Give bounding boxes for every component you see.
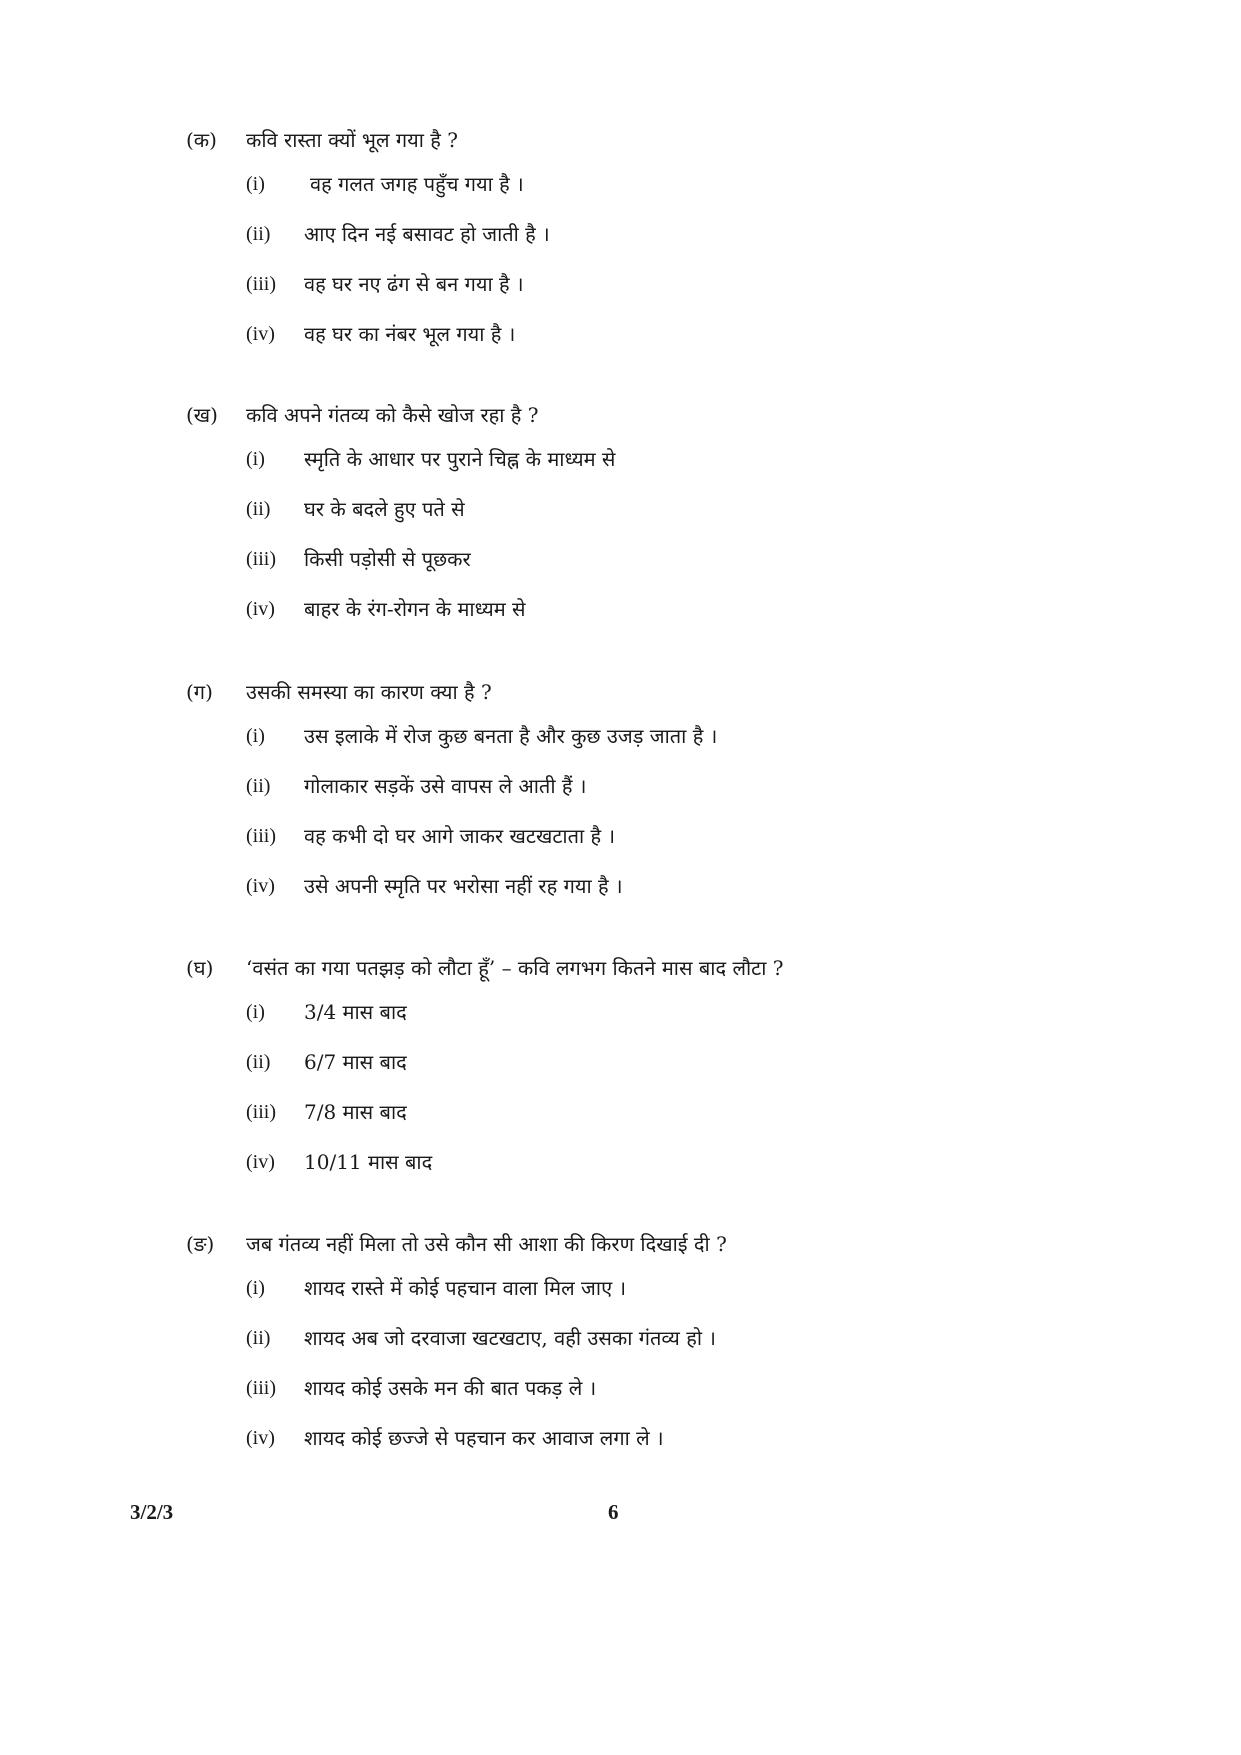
option-text: 7/8 मास बाद [304,1100,407,1124]
option-text: वह घर का नंबर भूल गया है । [304,322,516,346]
option-item [186,1418,1186,1458]
option-text: 10/11 मास बाद [304,1150,433,1174]
option-number: (iv) [246,598,275,620]
question-stem [186,120,1186,160]
option-number: (i) [246,725,265,747]
option-number: (i) [246,173,265,195]
option-text: बाहर के रंग-रोगन के माध्यम से [304,597,526,621]
question-text: जब गंतव्य नहीं मिला तो उसे कौन सी आशा की किरण दिखाई दी ? [246,1232,727,1256]
question-gha [186,948,1186,1182]
option-number: (iii) [246,273,276,295]
question-marker: (घ) [186,956,214,980]
option-item [186,1368,1186,1408]
question-nga [186,1224,1186,1458]
option-item [186,1142,1186,1182]
option-item [186,264,1186,304]
option-text: उसे अपनी स्मृति पर भरोसा नहीं रह गया है । [304,874,623,898]
option-number: (i) [246,448,265,470]
question-stem [186,395,1186,435]
option-item [186,1042,1186,1082]
option-number: (iii) [246,1101,276,1123]
question-marker: (ग) [186,680,213,704]
option-number: (iv) [246,1427,275,1449]
option-item [186,816,1186,856]
option-text: 3/4 मास बाद [304,1000,407,1024]
option-item [186,1268,1186,1308]
paper-code: 3/2/3 [130,1500,174,1524]
option-text: घर के बदले हुए पते से [304,497,465,521]
option-item [186,716,1186,756]
option-number: (iii) [246,1377,276,1399]
option-text: शायद अब जो दरवाजा खटखटाए, वही उसका गंतव्य हो । [304,1326,716,1350]
option-item [186,214,1186,254]
question-stem [186,672,1186,712]
option-item [186,314,1186,354]
option-text: 6/7 मास बाद [304,1050,407,1074]
question-text: कवि अपने गंतव्य को कैसे खोज रहा है ? [246,403,539,427]
option-text: शायद कोई उसके मन की बात पकड़ ले । [304,1376,597,1400]
question-text: कवि रास्ता क्यों भूल गया है ? [246,128,459,152]
option-item [186,164,1186,204]
option-item [186,1092,1186,1132]
option-number: (i) [246,1001,265,1023]
option-item [186,589,1186,629]
question-marker: (क) [186,128,217,152]
option-text: उस इलाके में रोज कुछ बनता है और कुछ उजड़ जाता है । [304,724,718,748]
option-number: (ii) [246,1327,271,1349]
option-number: (ii) [246,775,271,797]
question-stem [186,1224,1186,1264]
option-number: (ii) [246,1051,271,1073]
question-stem [186,948,1186,988]
option-number: (iv) [246,1151,275,1173]
question-ka [186,120,1186,354]
option-item [186,866,1186,906]
option-text: किसी पड़ोसी से पूछकर [304,547,471,571]
page-number: 6 [608,1500,619,1524]
question-kha [186,395,1186,629]
option-text: आए दिन नई बसावट हो जाती है । [304,222,550,246]
question-marker: (ङ) [186,1232,215,1256]
option-text: शायद रास्ते में कोई पहचान वाला मिल जाए । [304,1276,627,1300]
option-number: (iv) [246,875,275,897]
question-marker: (ख) [186,403,218,427]
option-text: शायद कोई छज्जे से पहचान कर आवाज लगा ले । [304,1426,664,1450]
option-text: वह घर नए ढंग से बन गया है । [304,272,524,296]
option-item [186,766,1186,806]
option-item [186,489,1186,529]
option-item [186,539,1186,579]
option-text: वह गलत जगह पहुँच गया है । [310,172,524,196]
option-item [186,439,1186,479]
option-number: (ii) [246,498,271,520]
option-item [186,992,1186,1032]
option-number: (iii) [246,825,276,847]
option-number: (iv) [246,323,275,345]
option-text: गोलाकार सड़कें उसे वापस ले आती हैं । [304,774,587,798]
option-number: (i) [246,1277,265,1299]
option-number: (iii) [246,548,276,570]
option-item [186,1318,1186,1358]
question-ga [186,672,1186,906]
option-number: (ii) [246,223,271,245]
option-text: स्मृति के आधार पर पुराने चिह्न के माध्यम से [304,447,616,471]
option-text: वह कभी दो घर आगे जाकर खटखटाता है । [304,824,616,848]
question-text: ‘वसंत का गया पतझड़ को लौटा हूँ’ – कवि लगभग कितने मास बाद लौटा ? [246,956,784,980]
question-text: उसकी समस्या का कारण क्या है ? [246,680,492,704]
